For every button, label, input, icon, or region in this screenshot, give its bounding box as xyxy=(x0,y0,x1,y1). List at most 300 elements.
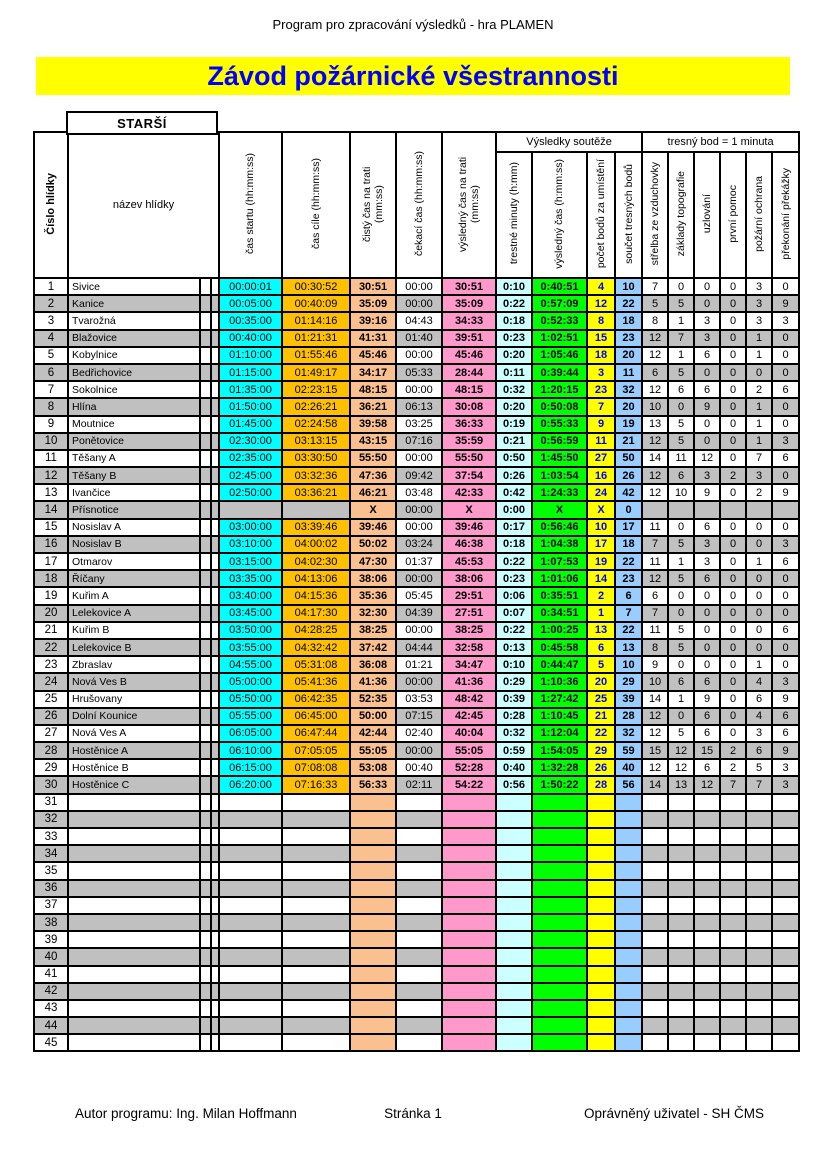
gap-cell xyxy=(211,1034,219,1051)
track-time-cell: 30:08 xyxy=(442,398,496,415)
placement-points-cell: 1 xyxy=(587,605,615,622)
discipline-penalty-cell: 15 xyxy=(694,742,720,759)
start-time-cell: 03:15:00 xyxy=(219,553,282,570)
table-row xyxy=(34,966,799,983)
finish-time-cell xyxy=(282,914,350,931)
start-time-cell: 03:50:00 xyxy=(219,622,282,639)
table-row xyxy=(34,691,799,708)
net-time-cell xyxy=(350,794,396,811)
discipline-penalty-cell: 0 xyxy=(694,587,720,604)
header-discipline-topography: základy topografie xyxy=(668,152,694,278)
discipline-penalty-cell: 4 xyxy=(746,673,772,690)
discipline-penalty-cell: 0 xyxy=(720,570,746,587)
patrol-number: 19 xyxy=(34,587,68,604)
net-time-cell: 45:46 xyxy=(350,347,396,364)
net-time-cell: 39:58 xyxy=(350,416,396,433)
gap-cell xyxy=(200,656,211,673)
table-row xyxy=(34,948,799,965)
discipline-penalty-cell: 5 xyxy=(642,295,668,312)
discipline-penalty-cell: 0 xyxy=(746,364,772,381)
discipline-penalty-cell: 4 xyxy=(746,708,772,725)
final-time-cell xyxy=(532,794,587,811)
discipline-penalty-cell xyxy=(668,1000,694,1017)
gap-cell xyxy=(211,398,219,415)
patrol-name: Hrušovany xyxy=(68,691,200,708)
placement-points-cell xyxy=(587,983,615,1000)
penalty-minutes-cell: 0:20 xyxy=(496,347,532,364)
discipline-penalty-cell xyxy=(772,931,799,948)
finish-time-cell: 04:32:42 xyxy=(282,639,350,656)
wait-time-cell xyxy=(396,880,442,897)
table-row xyxy=(34,931,799,948)
gap-cell xyxy=(211,673,219,690)
discipline-penalty-cell xyxy=(642,811,668,828)
discipline-penalty-cell: 1 xyxy=(746,347,772,364)
final-time-cell xyxy=(532,914,587,931)
table-row xyxy=(34,759,799,776)
penalty-minutes-cell: 0:23 xyxy=(496,330,532,347)
discipline-penalty-cell xyxy=(746,966,772,983)
penalty-minutes-cell xyxy=(496,794,532,811)
net-time-cell: 50:00 xyxy=(350,708,396,725)
discipline-penalty-cell: 2 xyxy=(720,467,746,484)
header-net-time: čistý čas na trati (mm:ss) xyxy=(350,132,396,278)
discipline-penalty-cell xyxy=(642,794,668,811)
finish-time-cell: 01:55:46 xyxy=(282,347,350,364)
table-row xyxy=(34,914,799,931)
net-time-cell: 46:21 xyxy=(350,484,396,501)
discipline-penalty-cell: 0 xyxy=(694,605,720,622)
page-title: Závod požárnické všestrannosti xyxy=(207,60,619,91)
discipline-penalty-cell: 0 xyxy=(720,639,746,656)
net-time-cell xyxy=(350,948,396,965)
wait-time-cell: 05:45 xyxy=(396,587,442,604)
discipline-penalty-cell: 3 xyxy=(772,759,799,776)
discipline-penalty-cell: 1 xyxy=(746,553,772,570)
penalty-minutes-cell: 0:32 xyxy=(496,725,532,742)
final-time-cell xyxy=(532,948,587,965)
track-time-cell: 39:46 xyxy=(442,519,496,536)
placement-points-cell xyxy=(587,862,615,879)
gap-cell xyxy=(200,880,211,897)
discipline-penalty-cell xyxy=(720,845,746,862)
net-time-cell xyxy=(350,914,396,931)
discipline-penalty-cell xyxy=(772,966,799,983)
final-time-cell: 1:05:46 xyxy=(532,347,587,364)
net-time-cell: 52:35 xyxy=(350,691,396,708)
placement-points-cell xyxy=(587,1034,615,1051)
final-time-cell: 1:20:15 xyxy=(532,381,587,398)
gap-cell xyxy=(200,312,211,329)
gap-cell xyxy=(211,381,219,398)
discipline-penalty-cell: 6 xyxy=(694,725,720,742)
discipline-penalty-cell: 14 xyxy=(642,776,668,793)
finish-time-cell: 00:30:52 xyxy=(282,278,350,295)
gap-cell xyxy=(211,347,219,364)
discipline-penalty-cell: 0 xyxy=(720,519,746,536)
title-banner xyxy=(36,57,790,95)
final-time-cell: 1:01:06 xyxy=(532,570,587,587)
placement-points-cell: 10 xyxy=(587,519,615,536)
start-time-cell: 03:45:00 xyxy=(219,605,282,622)
discipline-penalty-cell: 2 xyxy=(720,742,746,759)
discipline-penalty-cell: 0 xyxy=(746,605,772,622)
discipline-penalty-cell: 0 xyxy=(720,587,746,604)
discipline-penalty-cell xyxy=(668,828,694,845)
track-time-cell xyxy=(442,966,496,983)
gap-cell xyxy=(200,364,211,381)
footer-author: Autor programu: Ing. Milan Hoffmann xyxy=(75,1106,297,1121)
penalty-sum-cell: 28 xyxy=(615,708,642,725)
finish-time-cell xyxy=(282,983,350,1000)
discipline-penalty-cell: 6 xyxy=(772,381,799,398)
discipline-penalty-cell xyxy=(694,880,720,897)
track-time-cell xyxy=(442,862,496,879)
wait-time-cell: 06:13 xyxy=(396,398,442,415)
table-row xyxy=(34,1034,799,1051)
penalty-sum-cell xyxy=(615,794,642,811)
start-time-cell xyxy=(219,1017,282,1034)
final-time-cell: X xyxy=(532,501,587,518)
patrol-number: 7 xyxy=(34,381,68,398)
header-patrol-number: Číslo hlídky xyxy=(34,132,68,278)
patrol-number: 11 xyxy=(34,450,68,467)
gap-cell xyxy=(200,983,211,1000)
track-time-cell xyxy=(442,1017,496,1034)
discipline-penalty-cell: 8 xyxy=(642,312,668,329)
start-time-cell: 06:05:00 xyxy=(219,725,282,742)
gap-cell xyxy=(200,398,211,415)
patrol-number: 18 xyxy=(34,570,68,587)
penalty-minutes-cell: 0:23 xyxy=(496,570,532,587)
wait-time-cell: 00:00 xyxy=(396,295,442,312)
discipline-penalty-cell: 9 xyxy=(772,742,799,759)
gap-cell xyxy=(200,862,211,879)
gap-cell xyxy=(211,983,219,1000)
placement-points-cell xyxy=(587,828,615,845)
start-time-cell: 06:15:00 xyxy=(219,759,282,776)
gap-cell xyxy=(200,553,211,570)
discipline-penalty-cell xyxy=(668,862,694,879)
penalty-minutes-cell xyxy=(496,1034,532,1051)
discipline-penalty-cell xyxy=(746,931,772,948)
gap-cell xyxy=(200,811,211,828)
discipline-penalty-cell: 6 xyxy=(668,673,694,690)
penalty-sum-cell: 22 xyxy=(615,553,642,570)
patrol-name: Sokolnice xyxy=(68,381,200,398)
wait-time-cell: 01:21 xyxy=(396,656,442,673)
gap-cell xyxy=(200,639,211,656)
header-discipline-shooting: střelba ze vzduchovky xyxy=(642,152,668,278)
discipline-penalty-cell xyxy=(668,811,694,828)
penalty-minutes-cell: 0:20 xyxy=(496,398,532,415)
finish-time-cell xyxy=(282,811,350,828)
discipline-penalty-cell: 5 xyxy=(668,639,694,656)
patrol-number: 3 xyxy=(34,312,68,329)
final-time-cell xyxy=(532,828,587,845)
final-time-cell: 1:10:45 xyxy=(532,708,587,725)
patrol-name: Těšany A xyxy=(68,450,200,467)
discipline-penalty-cell: 12 xyxy=(694,776,720,793)
penalty-minutes-cell xyxy=(496,828,532,845)
discipline-penalty-cell: 6 xyxy=(772,725,799,742)
final-time-cell: 0:56:59 xyxy=(532,433,587,450)
penalty-sum-cell xyxy=(615,880,642,897)
discipline-penalty-cell: 6 xyxy=(694,381,720,398)
discipline-penalty-cell: 0 xyxy=(720,725,746,742)
track-time-cell: 37:54 xyxy=(442,467,496,484)
discipline-penalty-cell xyxy=(694,983,720,1000)
discipline-penalty-cell xyxy=(720,914,746,931)
wait-time-cell xyxy=(396,914,442,931)
table-row xyxy=(34,536,799,553)
finish-time-cell xyxy=(282,948,350,965)
gap-cell xyxy=(200,570,211,587)
discipline-penalty-cell: 6 xyxy=(772,450,799,467)
patrol-name: Hostěnice A xyxy=(68,742,200,759)
final-time-cell: 1:10:36 xyxy=(532,673,587,690)
gap-cell xyxy=(200,931,211,948)
final-time-cell xyxy=(532,931,587,948)
gap-cell xyxy=(200,794,211,811)
final-time-cell xyxy=(532,1017,587,1034)
placement-points-cell: 2 xyxy=(587,587,615,604)
gap-cell xyxy=(211,1017,219,1034)
start-time-cell xyxy=(219,845,282,862)
patrol-number: 43 xyxy=(34,1000,68,1017)
header-patrol-name: název hlídky xyxy=(68,132,219,278)
table-row xyxy=(34,295,799,312)
discipline-penalty-cell xyxy=(694,914,720,931)
patrol-name xyxy=(68,897,200,914)
patrol-name xyxy=(68,1000,200,1017)
discipline-penalty-cell: 5 xyxy=(668,416,694,433)
discipline-penalty-cell xyxy=(772,880,799,897)
start-time-cell xyxy=(219,862,282,879)
discipline-penalty-cell: 1 xyxy=(668,347,694,364)
discipline-penalty-cell: 1 xyxy=(746,416,772,433)
gap-cell xyxy=(211,278,219,295)
placement-points-cell xyxy=(587,845,615,862)
penalty-minutes-cell xyxy=(496,1017,532,1034)
placement-points-cell xyxy=(587,914,615,931)
patrol-number: 29 xyxy=(34,759,68,776)
finish-time-cell xyxy=(282,828,350,845)
patrol-name xyxy=(68,862,200,879)
patrol-number: 24 xyxy=(34,673,68,690)
gap-cell xyxy=(200,776,211,793)
net-time-cell: 38:06 xyxy=(350,570,396,587)
wait-time-cell xyxy=(396,983,442,1000)
discipline-penalty-cell: 0 xyxy=(772,467,799,484)
discipline-penalty-cell: 13 xyxy=(642,416,668,433)
discipline-penalty-cell xyxy=(772,845,799,862)
final-time-cell: 0:44:47 xyxy=(532,656,587,673)
discipline-penalty-cell xyxy=(720,811,746,828)
track-time-cell xyxy=(442,794,496,811)
penalty-sum-cell: 19 xyxy=(615,416,642,433)
net-time-cell xyxy=(350,983,396,1000)
track-time-cell xyxy=(442,845,496,862)
penalty-minutes-cell xyxy=(496,1000,532,1017)
placement-points-cell: 9 xyxy=(587,416,615,433)
table-row xyxy=(34,845,799,862)
table-row xyxy=(34,553,799,570)
patrol-name: Nová Ves A xyxy=(68,725,200,742)
finish-time-cell: 05:31:08 xyxy=(282,656,350,673)
patrol-number: 30 xyxy=(34,776,68,793)
discipline-penalty-cell xyxy=(746,914,772,931)
discipline-penalty-cell xyxy=(642,1000,668,1017)
penalty-sum-cell: 10 xyxy=(615,656,642,673)
penalty-minutes-cell: 0:42 xyxy=(496,484,532,501)
discipline-penalty-cell: 12 xyxy=(694,450,720,467)
discipline-penalty-cell xyxy=(720,948,746,965)
track-time-cell: 40:04 xyxy=(442,725,496,742)
discipline-penalty-cell: 6 xyxy=(772,622,799,639)
discipline-penalty-cell: 0 xyxy=(746,639,772,656)
wait-time-cell: 03:48 xyxy=(396,484,442,501)
gap-cell xyxy=(200,759,211,776)
start-time-cell: 03:10:00 xyxy=(219,536,282,553)
table-row xyxy=(34,467,799,484)
discipline-penalty-cell: 5 xyxy=(668,725,694,742)
track-time-cell: 39:51 xyxy=(442,330,496,347)
gap-cell xyxy=(211,811,219,828)
discipline-penalty-cell xyxy=(668,501,694,518)
patrol-number: 39 xyxy=(34,931,68,948)
penalty-minutes-cell: 0:18 xyxy=(496,312,532,329)
wait-time-cell: 02:11 xyxy=(396,776,442,793)
start-time-cell xyxy=(219,1000,282,1017)
wait-time-cell: 00:00 xyxy=(396,278,442,295)
gap-cell xyxy=(211,639,219,656)
gap-cell xyxy=(200,622,211,639)
placement-points-cell: 25 xyxy=(587,691,615,708)
discipline-penalty-cell: 0 xyxy=(720,295,746,312)
discipline-penalty-cell xyxy=(668,966,694,983)
discipline-penalty-cell: 3 xyxy=(694,312,720,329)
patrol-number: 1 xyxy=(34,278,68,295)
gap-cell xyxy=(211,1000,219,1017)
header-finish-time: čas cíle (hh:mm:ss) xyxy=(282,132,350,278)
discipline-penalty-cell xyxy=(642,931,668,948)
final-time-cell: 0:50:08 xyxy=(532,398,587,415)
table-row xyxy=(34,828,799,845)
start-time-cell: 06:20:00 xyxy=(219,776,282,793)
discipline-penalty-cell xyxy=(772,1034,799,1051)
discipline-penalty-cell: 5 xyxy=(668,433,694,450)
gap-cell xyxy=(211,364,219,381)
discipline-penalty-cell: 6 xyxy=(694,673,720,690)
discipline-penalty-cell xyxy=(746,794,772,811)
discipline-penalty-cell: 0 xyxy=(720,484,746,501)
track-time-cell: 42:45 xyxy=(442,708,496,725)
patrol-name: Dolní Kounice xyxy=(68,708,200,725)
discipline-penalty-cell: 7 xyxy=(642,605,668,622)
table-row xyxy=(34,811,799,828)
discipline-penalty-cell xyxy=(694,948,720,965)
gap-cell xyxy=(211,759,219,776)
discipline-penalty-cell: 0 xyxy=(772,398,799,415)
discipline-penalty-cell: 3 xyxy=(746,278,772,295)
patrol-name: Nosislav B xyxy=(68,536,200,553)
discipline-penalty-cell xyxy=(772,1017,799,1034)
discipline-penalty-cell xyxy=(642,1017,668,1034)
placement-points-cell: 4 xyxy=(587,278,615,295)
discipline-penalty-cell xyxy=(668,794,694,811)
track-time-cell: 45:46 xyxy=(442,347,496,364)
start-time-cell: 01:50:00 xyxy=(219,398,282,415)
discipline-penalty-cell: 3 xyxy=(772,536,799,553)
net-time-cell: 39:16 xyxy=(350,312,396,329)
net-time-cell xyxy=(350,931,396,948)
gap-cell xyxy=(211,330,219,347)
final-time-cell xyxy=(532,983,587,1000)
discipline-penalty-cell xyxy=(642,948,668,965)
net-time-cell: X xyxy=(350,501,396,518)
discipline-penalty-cell: 0 xyxy=(746,622,772,639)
penalty-minutes-cell: 0:40 xyxy=(496,759,532,776)
table-row xyxy=(34,312,799,329)
wait-time-cell: 09:42 xyxy=(396,467,442,484)
discipline-penalty-cell xyxy=(694,501,720,518)
placement-points-cell xyxy=(587,1000,615,1017)
gap-cell xyxy=(200,1034,211,1051)
track-time-cell: 55:50 xyxy=(442,450,496,467)
finish-time-cell: 01:21:31 xyxy=(282,330,350,347)
gap-cell xyxy=(211,295,219,312)
discipline-penalty-cell xyxy=(668,983,694,1000)
penalty-minutes-cell: 0:06 xyxy=(496,587,532,604)
patrol-number: 14 xyxy=(34,501,68,518)
track-time-cell: 35:09 xyxy=(442,295,496,312)
penalty-sum-cell: 11 xyxy=(615,364,642,381)
patrol-number: 20 xyxy=(34,605,68,622)
start-time-cell xyxy=(219,794,282,811)
wait-time-cell: 00:00 xyxy=(396,450,442,467)
track-time-cell xyxy=(442,897,496,914)
final-time-cell: 1:03:54 xyxy=(532,467,587,484)
discipline-penalty-cell xyxy=(668,845,694,862)
discipline-penalty-cell: 6 xyxy=(694,759,720,776)
patrol-name: Bedřichovice xyxy=(68,364,200,381)
net-time-cell: 43:15 xyxy=(350,433,396,450)
penalty-sum-cell: 50 xyxy=(615,450,642,467)
patrol-name xyxy=(68,828,200,845)
track-time-cell: 48:15 xyxy=(442,381,496,398)
gap-cell xyxy=(211,966,219,983)
discipline-penalty-cell: 12 xyxy=(642,330,668,347)
penalty-sum-cell: 20 xyxy=(615,347,642,364)
patrol-number: 28 xyxy=(34,742,68,759)
gap-cell xyxy=(211,931,219,948)
net-time-cell: 30:51 xyxy=(350,278,396,295)
track-time-cell xyxy=(442,1000,496,1017)
track-time-cell: 38:06 xyxy=(442,570,496,587)
track-time-cell: 34:33 xyxy=(442,312,496,329)
net-time-cell: 41:36 xyxy=(350,673,396,690)
discipline-penalty-cell: 0 xyxy=(668,587,694,604)
final-time-cell xyxy=(532,880,587,897)
wait-time-cell: 00:00 xyxy=(396,742,442,759)
patrol-name: Ponětovice xyxy=(68,433,200,450)
start-time-cell: 03:55:00 xyxy=(219,639,282,656)
discipline-penalty-cell: 12 xyxy=(668,742,694,759)
finish-time-cell: 04:02:30 xyxy=(282,553,350,570)
discipline-penalty-cell xyxy=(694,1017,720,1034)
discipline-penalty-cell xyxy=(772,828,799,845)
